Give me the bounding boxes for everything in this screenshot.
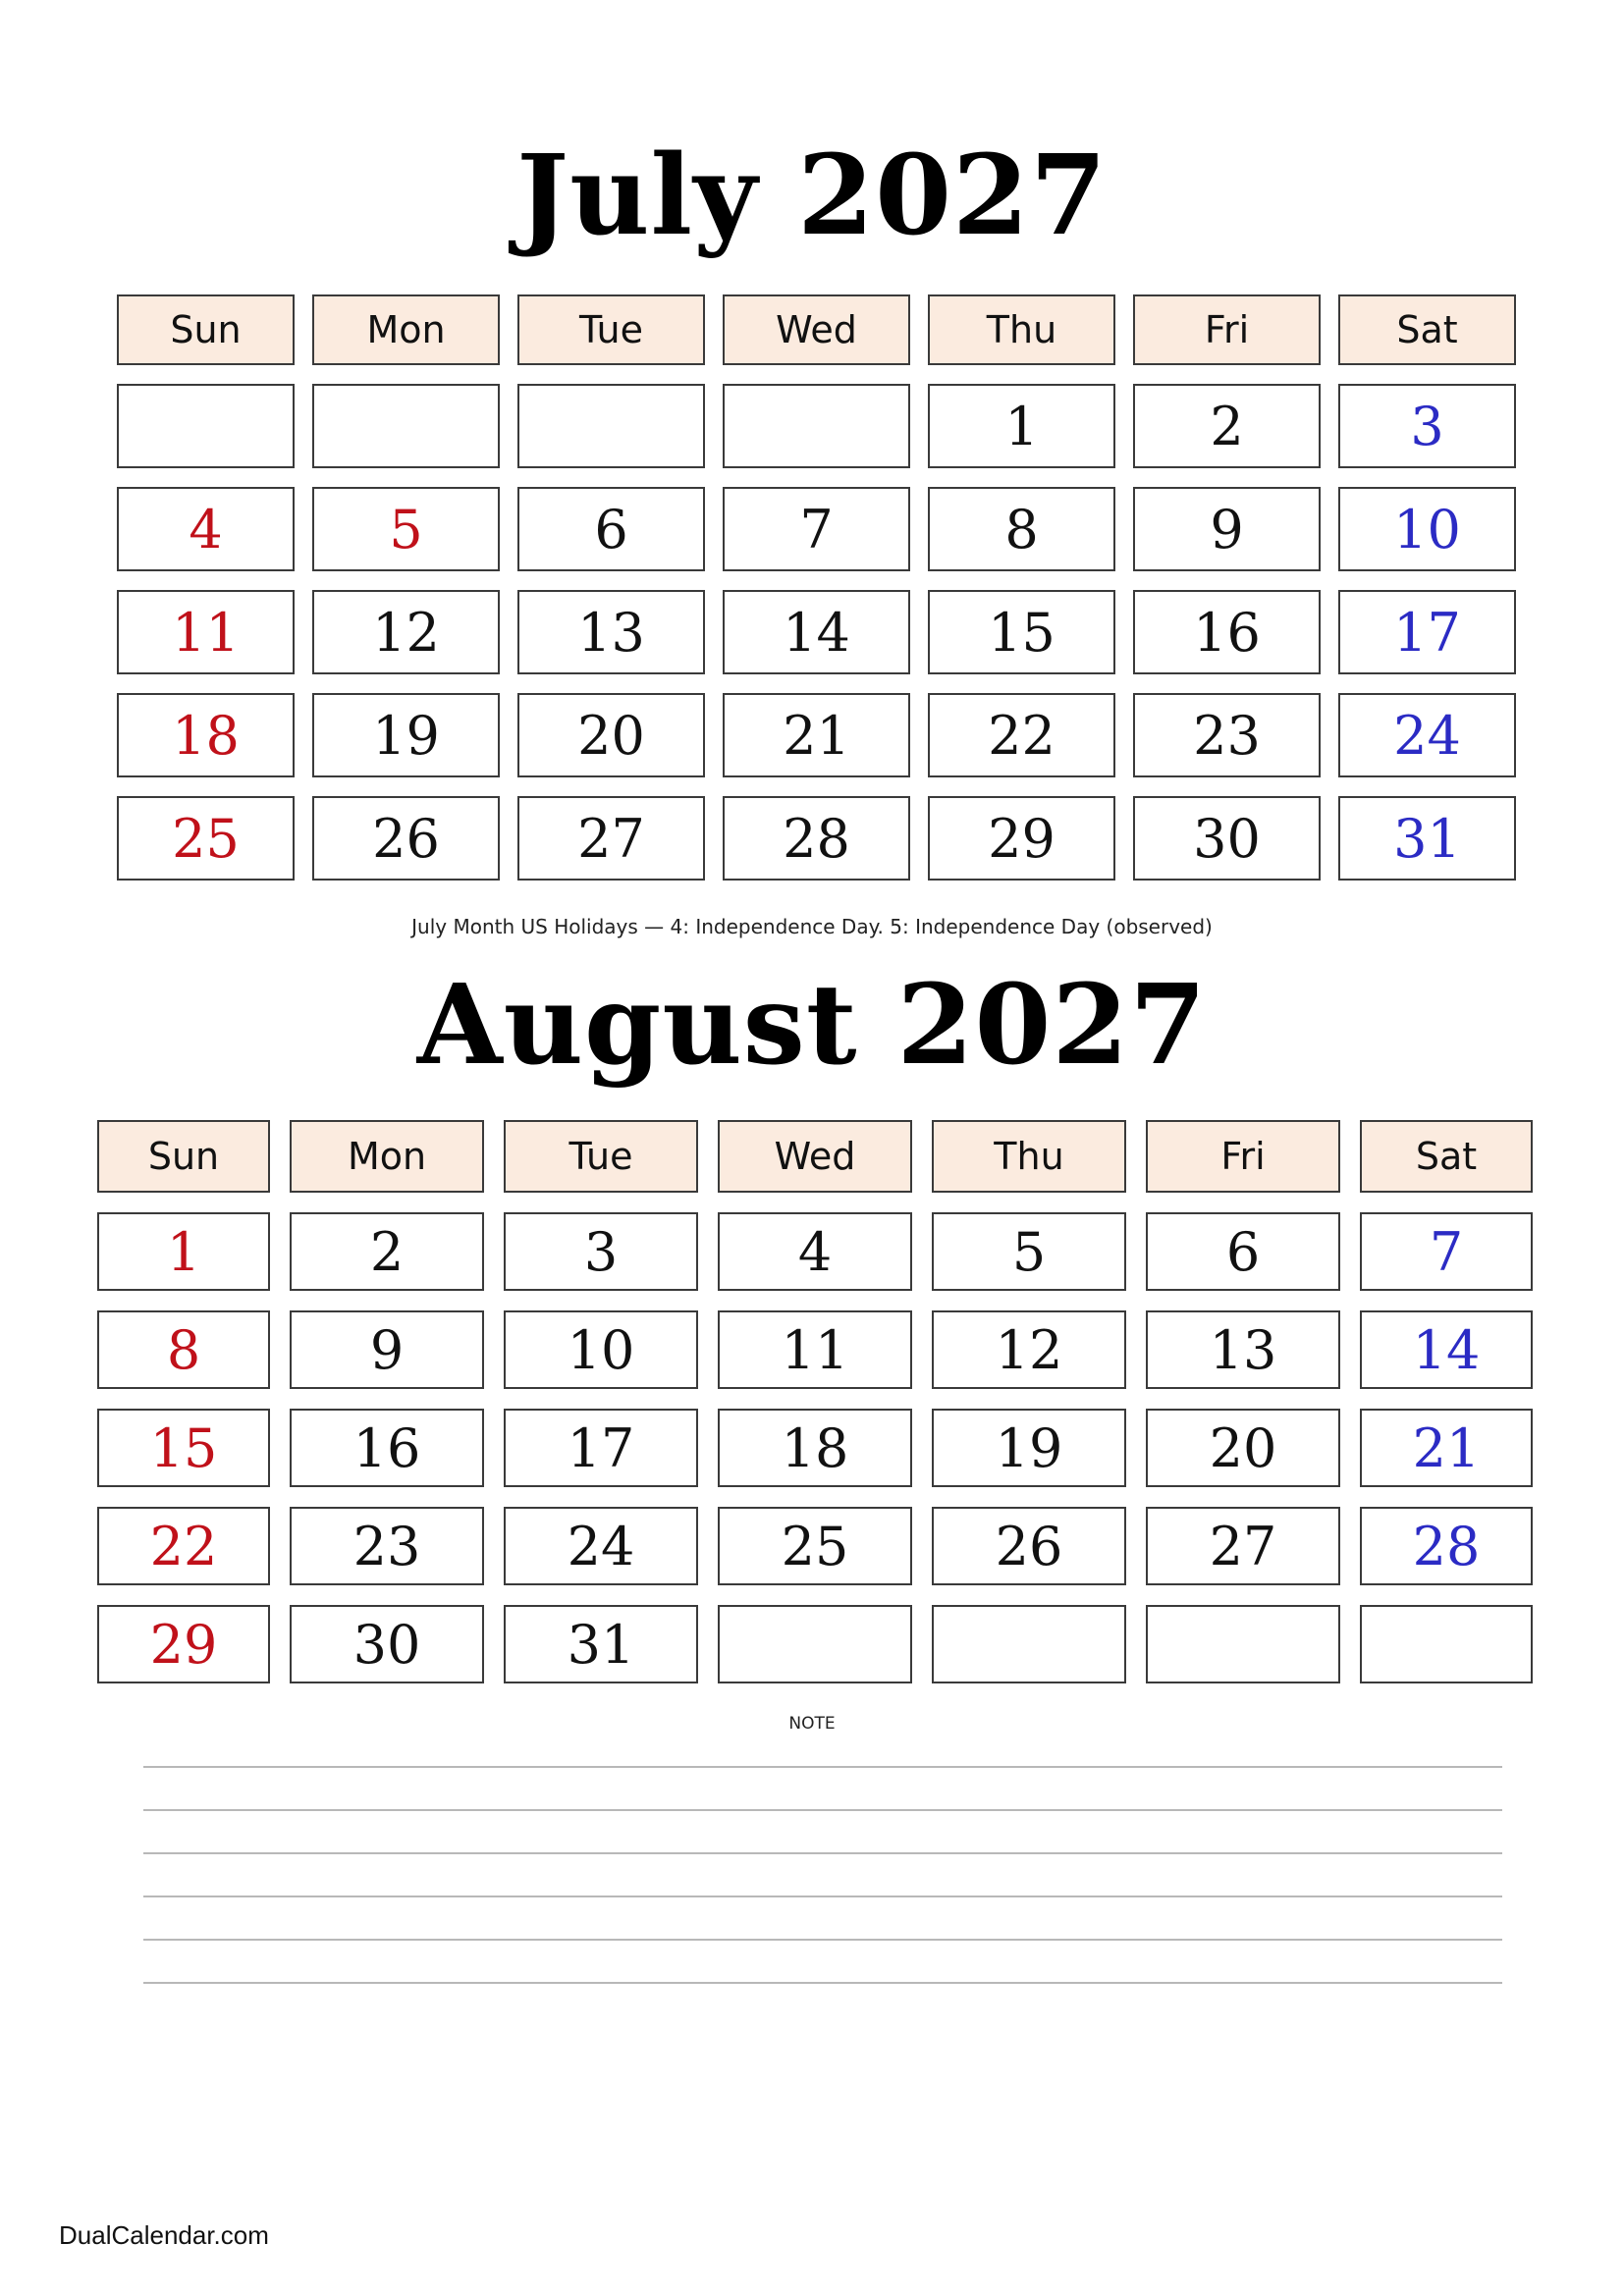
july-day-20: 20 bbox=[517, 693, 705, 777]
august-empty-cell bbox=[1360, 1605, 1533, 1683]
july-weekday-sun: Sun bbox=[117, 294, 295, 365]
july-day-27: 27 bbox=[517, 796, 705, 881]
august-day-1: 1 bbox=[97, 1212, 270, 1291]
august-weekday-wed: Wed bbox=[718, 1120, 912, 1193]
august-weekday-mon: Mon bbox=[290, 1120, 484, 1193]
july-calendar-grid bbox=[117, 294, 1515, 881]
note-line bbox=[143, 1766, 1502, 1768]
july-empty-cell bbox=[517, 384, 705, 468]
august-weekday-fri: Fri bbox=[1146, 1120, 1340, 1193]
august-weekday-thu: Thu bbox=[932, 1120, 1126, 1193]
august-day-27: 27 bbox=[1146, 1507, 1340, 1585]
note-line bbox=[143, 1852, 1502, 1854]
july-day-26: 26 bbox=[312, 796, 500, 881]
july-day-14: 14 bbox=[723, 590, 910, 674]
august-empty-cell bbox=[1146, 1605, 1340, 1683]
july-weekday-fri: Fri bbox=[1133, 294, 1321, 365]
august-day-12: 12 bbox=[932, 1310, 1126, 1389]
august-day-9: 9 bbox=[290, 1310, 484, 1389]
july-day-18: 18 bbox=[117, 693, 295, 777]
july-day-1: 1 bbox=[928, 384, 1115, 468]
july-weekday-thu: Thu bbox=[928, 294, 1115, 365]
july-weekday-sat: Sat bbox=[1338, 294, 1516, 365]
august-day-29: 29 bbox=[97, 1605, 270, 1683]
july-day-30: 30 bbox=[1133, 796, 1321, 881]
july-day-17: 17 bbox=[1338, 590, 1516, 674]
note-line bbox=[143, 1896, 1502, 1897]
july-day-13: 13 bbox=[517, 590, 705, 674]
july-day-12: 12 bbox=[312, 590, 500, 674]
august-day-31: 31 bbox=[504, 1605, 698, 1683]
august-day-14: 14 bbox=[1360, 1310, 1533, 1389]
august-day-13: 13 bbox=[1146, 1310, 1340, 1389]
august-day-25: 25 bbox=[718, 1507, 912, 1585]
august-day-18: 18 bbox=[718, 1409, 912, 1487]
july-day-4: 4 bbox=[117, 487, 295, 571]
july-day-24: 24 bbox=[1338, 693, 1516, 777]
august-day-20: 20 bbox=[1146, 1409, 1340, 1487]
july-day-22: 22 bbox=[928, 693, 1115, 777]
august-day-19: 19 bbox=[932, 1409, 1126, 1487]
july-day-31: 31 bbox=[1338, 796, 1516, 881]
july-weekday-wed: Wed bbox=[723, 294, 910, 365]
august-day-30: 30 bbox=[290, 1605, 484, 1683]
note-line bbox=[143, 1982, 1502, 1984]
august-calendar-grid bbox=[97, 1120, 1537, 1683]
july-empty-cell bbox=[117, 384, 295, 468]
note-line bbox=[143, 1939, 1502, 1941]
note-label: NOTE bbox=[788, 1714, 836, 1734]
july-weekday-mon: Mon bbox=[312, 294, 500, 365]
august-day-17: 17 bbox=[504, 1409, 698, 1487]
august-day-8: 8 bbox=[97, 1310, 270, 1389]
july-title: July 2027 bbox=[516, 132, 1108, 260]
august-empty-cell bbox=[932, 1605, 1126, 1683]
july-day-5: 5 bbox=[312, 487, 500, 571]
august-empty-cell bbox=[718, 1605, 912, 1683]
august-weekday-sun: Sun bbox=[97, 1120, 270, 1193]
august-day-16: 16 bbox=[290, 1409, 484, 1487]
july-day-6: 6 bbox=[517, 487, 705, 571]
august-day-23: 23 bbox=[290, 1507, 484, 1585]
july-day-15: 15 bbox=[928, 590, 1115, 674]
august-day-5: 5 bbox=[932, 1212, 1126, 1291]
august-weekday-tue: Tue bbox=[504, 1120, 698, 1193]
july-day-29: 29 bbox=[928, 796, 1115, 881]
july-day-2: 2 bbox=[1133, 384, 1321, 468]
august-day-15: 15 bbox=[97, 1409, 270, 1487]
august-day-6: 6 bbox=[1146, 1212, 1340, 1291]
july-day-23: 23 bbox=[1133, 693, 1321, 777]
july-weekday-tue: Tue bbox=[517, 294, 705, 365]
august-title: August 2027 bbox=[416, 961, 1208, 1090]
august-day-7: 7 bbox=[1360, 1212, 1533, 1291]
august-day-2: 2 bbox=[290, 1212, 484, 1291]
july-day-21: 21 bbox=[723, 693, 910, 777]
footer-site-name: DualCalendar.com bbox=[59, 2220, 269, 2250]
august-day-26: 26 bbox=[932, 1507, 1126, 1585]
july-day-11: 11 bbox=[117, 590, 295, 674]
july-day-10: 10 bbox=[1338, 487, 1516, 571]
note-line bbox=[143, 1809, 1502, 1811]
august-weekday-sat: Sat bbox=[1360, 1120, 1533, 1193]
july-day-8: 8 bbox=[928, 487, 1115, 571]
july-day-16: 16 bbox=[1133, 590, 1321, 674]
august-day-3: 3 bbox=[504, 1212, 698, 1291]
august-day-11: 11 bbox=[718, 1310, 912, 1389]
july-day-3: 3 bbox=[1338, 384, 1516, 468]
july-day-7: 7 bbox=[723, 487, 910, 571]
august-day-24: 24 bbox=[504, 1507, 698, 1585]
august-day-10: 10 bbox=[504, 1310, 698, 1389]
july-day-9: 9 bbox=[1133, 487, 1321, 571]
july-empty-cell bbox=[312, 384, 500, 468]
august-day-28: 28 bbox=[1360, 1507, 1533, 1585]
july-empty-cell bbox=[723, 384, 910, 468]
august-day-21: 21 bbox=[1360, 1409, 1533, 1487]
august-day-22: 22 bbox=[97, 1507, 270, 1585]
july-day-19: 19 bbox=[312, 693, 500, 777]
holiday-note: July Month US Holidays — 4: Independence Day. 5: Independence Day (observed) bbox=[411, 915, 1213, 938]
july-day-28: 28 bbox=[723, 796, 910, 881]
july-day-25: 25 bbox=[117, 796, 295, 881]
august-day-4: 4 bbox=[718, 1212, 912, 1291]
